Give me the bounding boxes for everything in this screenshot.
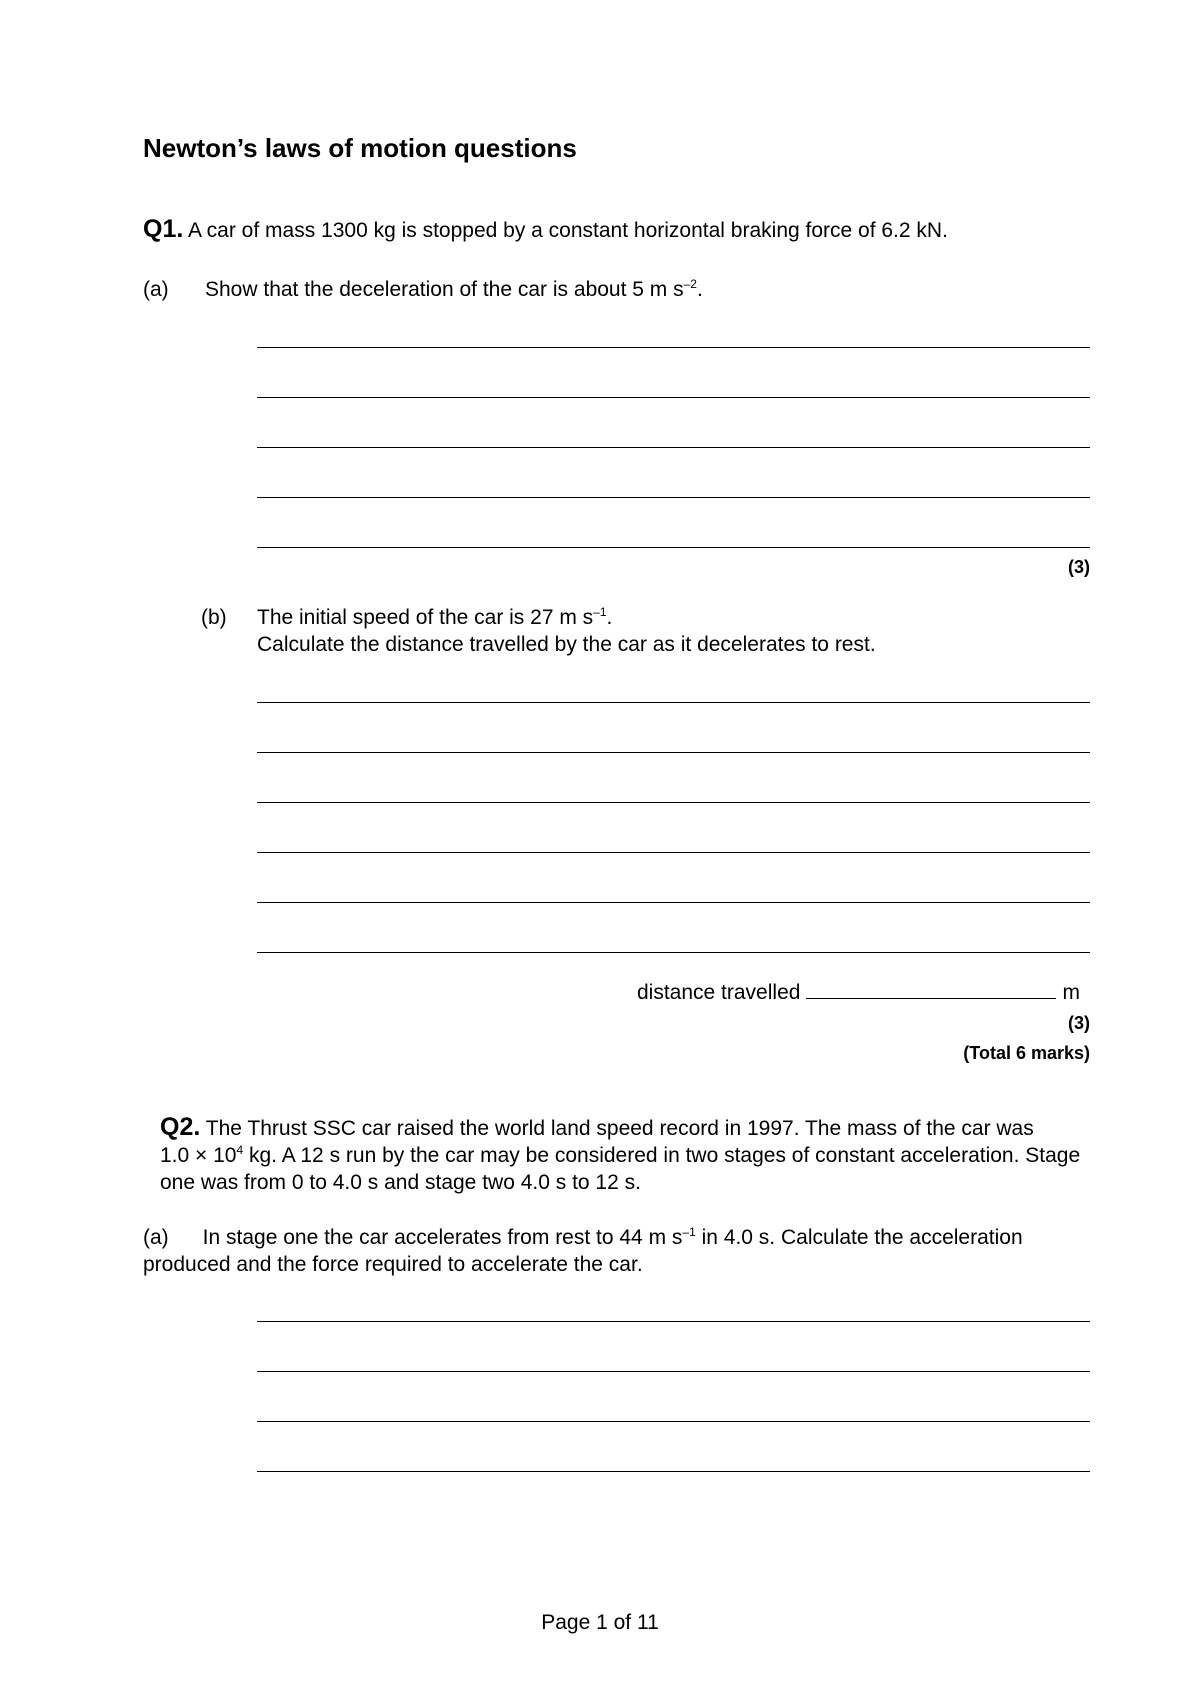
page-prefix: Page	[541, 1611, 591, 1634]
answer-line[interactable]	[257, 547, 1090, 548]
q2a-line1-pre: In stage one the car accelerates from rest to 44 m s	[202, 1226, 683, 1249]
q1b-marks: (3)	[1068, 1013, 1090, 1033]
answer-line[interactable]	[257, 852, 1090, 853]
answer-line[interactable]	[257, 1321, 1090, 1322]
page-title: Newton’s laws of motion questions	[143, 133, 577, 163]
q2-stem-line1-text: The Thrust SSC car raised the world land speed record in 1997. The mass of the car was	[205, 1117, 1034, 1140]
q1a-label: (a)	[143, 278, 169, 301]
q1b-answer-blank[interactable]	[806, 978, 1056, 999]
q1b-answer-row	[637, 978, 1080, 1006]
q2a-line1-post: in 4.0 s. Calculate the acceleration	[695, 1226, 1023, 1249]
q1a-text-end: .	[696, 278, 703, 301]
page-footer	[0, 1611, 1200, 1635]
q2-stem-line1	[160, 1114, 1034, 1142]
q1-number: Q1.	[143, 215, 184, 243]
page-of: of	[613, 1611, 632, 1634]
q2a-line2: produced and the force required to accelerate the car.	[143, 1253, 643, 1276]
page-total: 11	[636, 1611, 659, 1634]
answer-line[interactable]	[257, 702, 1090, 703]
answer-line[interactable]	[257, 1421, 1090, 1422]
q1b-exponent: –1	[593, 605, 607, 619]
q1-stem	[143, 216, 948, 244]
q2-stem-line2-post: kg. A 12 s run by the car may be considered in two stages of constant acceleration. Stage	[243, 1144, 1081, 1167]
q1b-line2: Calculate the distance travelled by the car as it decelerates to rest.	[257, 633, 876, 656]
q2a-exponent: –1	[682, 1225, 696, 1239]
q2a-line1	[143, 1224, 1023, 1251]
q1b-line1-text: The initial speed of the car is 27 m s	[257, 606, 594, 629]
answer-line[interactable]	[257, 347, 1090, 348]
q2-stem-line3: one was from 0 to 4.0 s and stage two 4.0 s to 12 s.	[160, 1171, 641, 1194]
q1a-marks: (3)	[1068, 557, 1090, 577]
answer-line[interactable]	[257, 497, 1090, 498]
q1-stem-text: A car of mass 1300 kg is stopped by a constant horizontal braking force of 6.2 kN.	[187, 219, 948, 242]
answer-line[interactable]	[257, 1371, 1090, 1372]
q2-stem-line2-pre: 1.0 × 10	[160, 1144, 237, 1167]
answer-line[interactable]	[257, 1471, 1090, 1472]
q1b-line1-end: .	[606, 606, 613, 629]
q1b-line1	[257, 604, 612, 631]
q2-exponent: 4	[236, 1143, 244, 1157]
page-number: 1	[596, 1611, 608, 1634]
answer-line[interactable]	[257, 752, 1090, 753]
q2-number: Q2.	[160, 1113, 201, 1141]
q1b-label: (b)	[201, 606, 227, 629]
answer-line[interactable]	[257, 802, 1090, 803]
q1b-answer-label: distance travelled	[637, 981, 801, 1004]
answer-line[interactable]	[257, 397, 1090, 398]
answer-line[interactable]	[257, 902, 1090, 903]
answer-line[interactable]	[257, 447, 1090, 448]
q1b-answer-unit: m	[1062, 981, 1080, 1004]
answer-line[interactable]	[257, 952, 1090, 953]
q1a-exponent: –2	[683, 277, 697, 291]
q1-total-marks: (Total 6 marks)	[963, 1043, 1090, 1063]
q1a-text	[205, 276, 703, 303]
q1a-text-main: Show that the deceleration of the car is about 5 m s	[205, 278, 684, 301]
q2a-label: (a)	[143, 1226, 169, 1249]
q2-stem-line2	[160, 1142, 1080, 1169]
